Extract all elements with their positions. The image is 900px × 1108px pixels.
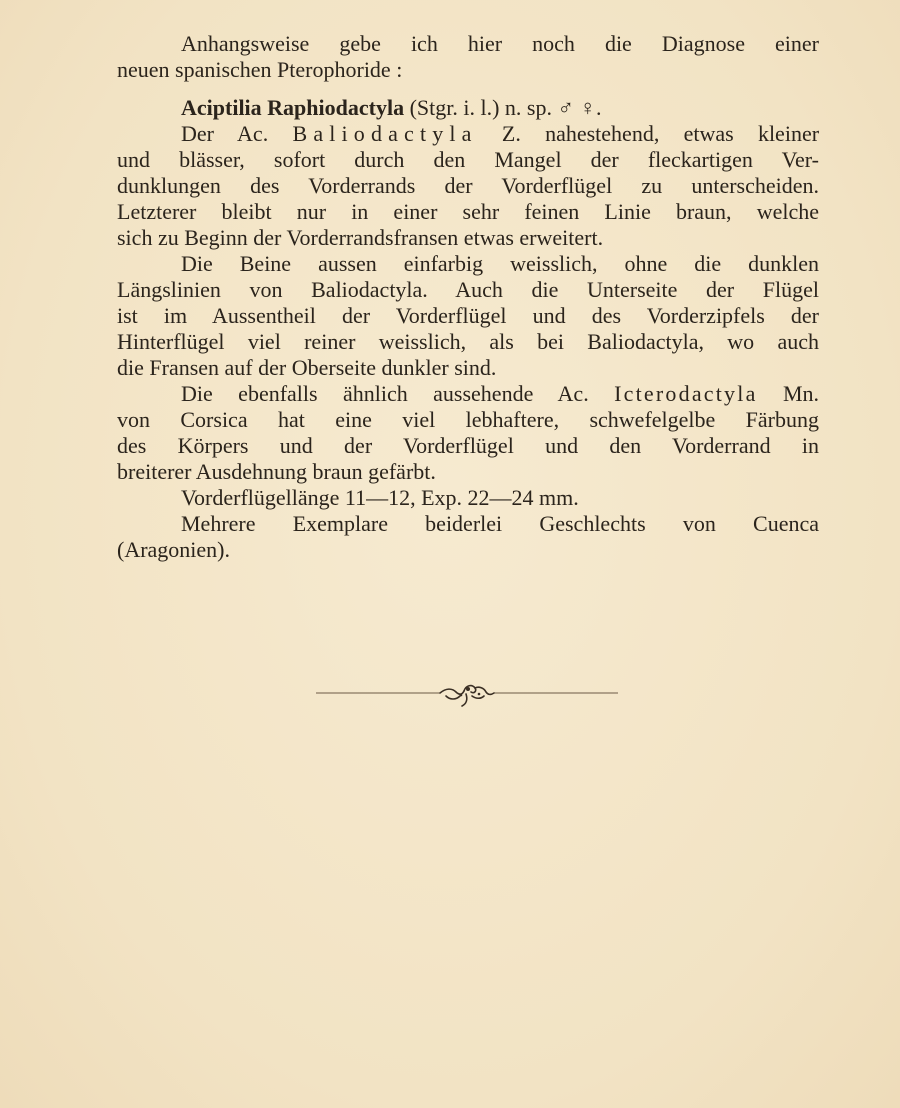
- paragraph-2-line-5: die Fransen auf der Oberseite dunkler sind.: [117, 355, 497, 380]
- text-fragment: Mn.: [782, 381, 820, 406]
- spaced-species-name: Icterodactyla: [614, 381, 758, 406]
- text-fragment: Der Ac.: [181, 121, 269, 146]
- paragraph-4-line-1: Vorderflügellänge 11—12, Exp. 22—24 mm.: [181, 485, 579, 510]
- spaced-species-name: Baliodactyla: [292, 121, 478, 146]
- paragraph-2-line-2: Längslinien von Baliodactyla. Auch die Unterseite der Flügel: [117, 277, 819, 302]
- intro-line-1: Anhangsweise gebe ich hier noch die Diagnose einer: [181, 31, 819, 56]
- text-fragment: Z. nahestehend, etwas kleiner: [501, 121, 820, 146]
- text-fragment: Die ebenfalls ähnlich aussehende Ac.: [181, 381, 589, 406]
- paragraph-3-line-1: [117, 381, 819, 407]
- species-name: Aciptilia Raphiodactyla: [181, 95, 405, 120]
- species-sexes: ♂ ♀.: [557, 95, 602, 120]
- paragraph-3-line-3: des Körpers und der Vorderflügel und den Vorderrand in: [117, 433, 819, 458]
- paragraph-5-line-1: Mehrere Exemplare beiderlei Geschlechts von Cuenca: [181, 511, 819, 536]
- fleuron-divider-icon: [316, 680, 618, 710]
- species-heading: [117, 95, 819, 121]
- paragraph-5-line-2: (Aragonien).: [117, 537, 231, 562]
- paragraph-1-line-1: [117, 121, 819, 147]
- paragraph-3-line-2: von Corsica hat eine viel lebhaftere, schwefelgelbe Färbung: [117, 407, 819, 432]
- paragraph-1-line-5: sich zu Beginn der Vorderrandsfransen etwas erweitert.: [117, 225, 604, 250]
- intro-line-2: neuen spanischen Pterophoride :: [117, 57, 403, 82]
- paragraph-1-line-4: Letzterer bleibt nur in einer sehr feinen Linie braun, welche: [117, 199, 819, 224]
- paragraph-1-line-3: dunklungen des Vorderrands der Vorderflügel zu unterscheiden.: [117, 173, 819, 198]
- paragraph-2-line-3: ist im Aussentheil der Vorderflügel und des Vorderzipfels der: [117, 303, 819, 328]
- paragraph-3-line-4: breiterer Ausdehnung braun gefärbt.: [117, 459, 436, 484]
- text-block: [117, 31, 819, 563]
- paragraph-2-line-4: Hinterflügel viel reiner weisslich, als bei Baliodactyla, wo auch: [117, 329, 819, 354]
- paragraph-1-line-2: und blässer, sofort durch den Mangel der fleckartigen Ver-: [117, 147, 819, 172]
- paragraph-2-line-1: Die Beine aussen einfarbig weisslich, ohne die dunklen: [181, 251, 819, 276]
- species-author: (Stgr. i. l.) n. sp.: [409, 95, 552, 120]
